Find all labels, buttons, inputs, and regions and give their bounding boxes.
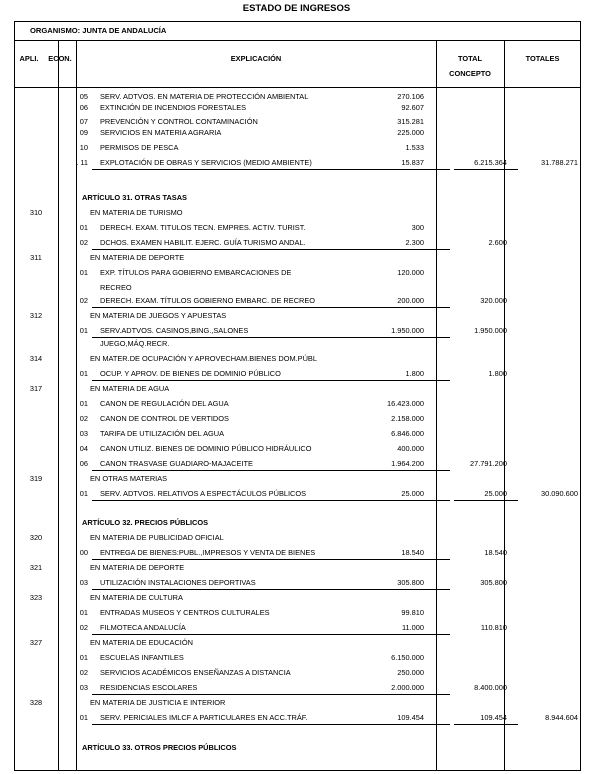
- cell-description: SERV.ADTVOS. CASINOS,BING.,SALONES: [100, 326, 249, 335]
- table-row: [14, 621, 581, 635]
- cell-total-concepto: 110.810: [480, 623, 507, 632]
- cell-amount: 1.964.200: [391, 459, 424, 468]
- cell-econ: . 03: [75, 429, 88, 438]
- cell-description: DERECH. EXAM. TITULOS TECN. EMPRES. ACTIV. TURIST.: [100, 223, 306, 232]
- table-row: [14, 367, 581, 381]
- cell-description: SERV. ADTVOS. EN MATERIA DE PROTECCIÓN AMBIENTAL: [100, 92, 309, 101]
- sum-underline: [368, 380, 450, 381]
- cell-description: CANON DE CONTROL DE VERTIDOS: [100, 414, 229, 423]
- sum-underline: [368, 694, 450, 695]
- cell-amount: 225.000: [397, 128, 424, 137]
- cell-econ: . 02: [75, 238, 88, 247]
- cell-section-title: EN MATER.DE OCUPACIÓN Y APROVECHAM.BIENES DOM.PÚBL: [90, 354, 317, 363]
- cell-amount: 6.846.000: [391, 429, 424, 438]
- cell-econ: . 01: [75, 369, 88, 378]
- cell-description: CANON DE REGULACIÓN DEL AGUA: [100, 399, 229, 408]
- cell-section-title: EN MATERIA DE CULTURA: [90, 593, 183, 602]
- cell-apli: 328: [29, 698, 43, 707]
- cell-econ: . 01: [75, 653, 88, 662]
- cell-econ: . 02: [75, 296, 88, 305]
- cell-econ: . 07: [75, 117, 88, 126]
- sum-underline: [368, 470, 450, 471]
- cell-econ: . 02: [75, 668, 88, 677]
- cell-description: EXPLOTACIÓN DE OBRAS Y SERVICIOS (MEDIO AMBIENTE): [100, 158, 312, 167]
- cell-apli: 314: [29, 354, 43, 363]
- cell-econ: . 09: [75, 128, 88, 137]
- cell-description: PERMISOS DE PESCA: [100, 143, 179, 152]
- cell-article-title: ARTÍCULO 32. PRECIOS PÚBLICOS: [82, 518, 209, 527]
- cell-amount: 92.607: [401, 103, 424, 112]
- table-row: [14, 156, 581, 170]
- cell-amount: 120.000: [397, 268, 424, 277]
- cell-section-title: EN MATERIA DE EDUCACIÓN: [90, 638, 193, 647]
- cell-amount: 315.281: [397, 117, 424, 126]
- header-total-concepto: TOTAL: [458, 54, 482, 63]
- table-row: [14, 711, 581, 725]
- cell-description: PREVENCIÓN Y CONTROL CONTAMINACIÓN: [100, 117, 258, 126]
- cell-description: DCHOS. EXAMEN HABILIT. EJERC. GUÍA TURISMO ANDAL.: [100, 238, 306, 247]
- table-row: [14, 294, 581, 308]
- table-row: [14, 397, 581, 411]
- cell-amount: 16.423.000: [387, 399, 424, 408]
- table-row: [14, 666, 581, 680]
- header-totales: TOTALES: [525, 54, 560, 63]
- header-explicacion: EXPLICACIÓN: [230, 54, 282, 63]
- cell-total-concepto: 6.215.364: [474, 158, 507, 167]
- cell-description: SERV. PERICIALES IMLCF A PARTICULARES EN ACC.TRÁF.: [100, 713, 308, 722]
- cell-section-title: EN MATERIA DE JUSTICIA E INTERIOR: [90, 698, 226, 707]
- cell-section-title: EN MATERIA DE PUBLICIDAD OFICIAL: [90, 533, 224, 542]
- cell-description: SERVICIOS ACADÉMICOS ENSEÑANZAS A DISTANCIA: [100, 668, 291, 677]
- cell-econ: . 10: [75, 143, 88, 152]
- section-heading: [14, 251, 581, 265]
- cell-description: UTILIZACIÓN INSTALACIONES DEPORTIVAS: [100, 578, 256, 587]
- article-heading: [14, 191, 581, 205]
- cell-apli: 327: [29, 638, 43, 647]
- cell-total-concepto: 320.000: [480, 296, 507, 305]
- cell-amount: 15.837: [401, 158, 424, 167]
- cell-econ: . 01: [75, 268, 88, 277]
- cell-section-title: EN MATERIA DE TURISMO: [90, 208, 183, 217]
- cell-amount: 270.106: [397, 92, 424, 101]
- table-row: [14, 412, 581, 426]
- cell-description: RESIDENCIAS ESCOLARES: [100, 683, 198, 692]
- table-row: [14, 266, 581, 280]
- cell-section-title: EN MATERIA DE DEPORTE: [90, 563, 185, 572]
- table-row: [14, 457, 581, 471]
- cell-description: RECREO: [100, 283, 132, 292]
- cell-total-concepto: 27.791.200: [470, 459, 507, 468]
- cell-amount: 11.000: [401, 623, 424, 632]
- section-heading: [14, 206, 581, 220]
- table-row: [14, 324, 581, 338]
- document-title: ESTADO DE INGRESOS: [242, 3, 351, 14]
- sum-underline: [368, 249, 450, 250]
- cell-amount: 305.800: [397, 578, 424, 587]
- cell-description: SERV. ADTVOS. RELATIVOS A ESPECTÁCULOS PÚBLICOS: [100, 489, 307, 498]
- table-row: [14, 427, 581, 441]
- cell-amount: 25.000: [401, 489, 424, 498]
- cell-amount: 300: [411, 223, 424, 232]
- cell-section-title: EN MATERIA DE JUEGOS Y APUESTAS: [90, 311, 227, 320]
- sum-underline: [368, 634, 450, 635]
- cell-description: EXP. TÍTULOS PARA GOBIERNO EMBARCACIONES DE: [100, 268, 292, 277]
- article-heading: [14, 516, 581, 530]
- section-heading: [14, 472, 581, 486]
- cell-description: DERECH. EXAM. TÍTULOS GOBIERNO EMBARC. DE RECREO: [100, 296, 316, 305]
- sum-underline: [368, 724, 450, 725]
- article-heading: [14, 741, 581, 755]
- cell-total-concepto: 1.800: [488, 369, 507, 378]
- sum-underline: [454, 169, 518, 170]
- cell-amount: 18.540: [401, 548, 424, 557]
- cell-total-concepto: 2.600: [488, 238, 507, 247]
- cell-apli: 321: [29, 563, 43, 572]
- table-row: [14, 337, 581, 351]
- table-row: [14, 606, 581, 620]
- header-econ: ECON.: [48, 54, 72, 63]
- cell-econ: . 01: [75, 489, 88, 498]
- cell-total-concepto: 305.800: [480, 578, 507, 587]
- cell-amount: 109.454: [397, 713, 424, 722]
- organismo-label: ORGANISMO: JUNTA DE ANDALUCÍA: [30, 26, 167, 35]
- section-heading: [14, 531, 581, 545]
- cell-article-title: ARTÍCULO 31. OTRAS TASAS: [82, 193, 187, 202]
- table-row: [14, 281, 581, 295]
- section-heading: [14, 636, 581, 650]
- section-heading: [14, 591, 581, 605]
- cell-amount: 1.800: [405, 369, 424, 378]
- cell-econ: . 02: [75, 414, 88, 423]
- table-row: [14, 442, 581, 456]
- table-row: [14, 236, 581, 250]
- cell-amount: 2.158.000: [391, 414, 424, 423]
- sum-underline: [368, 589, 450, 590]
- cell-description: ENTREGA DE BIENES:PUBL.,IMPRESOS Y VENTA DE BIENES: [100, 548, 316, 557]
- cell-description: ENTRADAS MUSEOS Y CENTROS CULTURALES: [100, 608, 270, 617]
- cell-amount: 250.000: [397, 668, 424, 677]
- cell-description: EXTINCIÓN DE INCENDIOS FORESTALES: [100, 103, 247, 112]
- cell-econ: . 04: [75, 444, 88, 453]
- cell-econ: . 01: [75, 326, 88, 335]
- cell-totales: 31.788.271: [541, 158, 578, 167]
- cell-amount: 99.810: [401, 608, 424, 617]
- cell-econ: . 05: [75, 92, 88, 101]
- cell-description: CANON TRASVASE GUADIARO-MAJACEITE: [100, 459, 253, 468]
- cell-description: SERVICIOS EN MATERIA AGRARIA: [100, 128, 222, 137]
- cell-apli: 323: [29, 593, 43, 602]
- cell-apli: 312: [29, 311, 43, 320]
- header-divider: [14, 87, 581, 88]
- section-heading: [14, 561, 581, 575]
- sum-underline: [368, 500, 450, 501]
- cell-amount: 6.150.000: [391, 653, 424, 662]
- cell-apli: 317: [29, 384, 43, 393]
- cell-econ: . 06: [75, 459, 88, 468]
- sum-underline: [368, 559, 450, 560]
- cell-amount: 1.533: [405, 143, 424, 152]
- cell-totales: 30.090.600: [541, 489, 578, 498]
- cell-description: ESCUELAS INFANTILES: [100, 653, 184, 662]
- cell-econ: . 03: [75, 578, 88, 587]
- cell-section-title: EN MATERIA DE DEPORTE: [90, 253, 185, 262]
- cell-totales: 8.944.604: [545, 713, 578, 722]
- cell-total-concepto: 25.000: [484, 489, 507, 498]
- header-total-concepto: CONCEPTO: [449, 69, 491, 78]
- sum-underline: [454, 500, 518, 501]
- cell-total-concepto: 1.950.000: [474, 326, 507, 335]
- cell-description: FILMOTECA ANDALUCÍA: [100, 623, 186, 632]
- cell-econ: . 01: [75, 713, 88, 722]
- table-row: [14, 221, 581, 235]
- table-row: [14, 651, 581, 665]
- header-apli: APLI.: [19, 54, 39, 63]
- cell-apli: 310: [29, 208, 43, 217]
- cell-econ: . 01: [75, 223, 88, 232]
- sum-underline: [368, 307, 450, 308]
- cell-amount: 400.000: [397, 444, 424, 453]
- cell-econ: . 01: [75, 399, 88, 408]
- cell-section-title: EN OTRAS MATERIAS: [90, 474, 168, 483]
- cell-total-concepto: 8.400.000: [474, 683, 507, 692]
- cell-description: CANON UTILIZ. BIENES DE DOMINIO PÚBLICO HIDRÁULICO: [100, 444, 312, 453]
- cell-total-concepto: 109.454: [480, 713, 507, 722]
- cell-amount: 1.950.000: [391, 326, 424, 335]
- cell-econ: . 00: [75, 548, 88, 557]
- table-row: [14, 576, 581, 590]
- cell-description: JUEGO,MÁQ.RECR.: [100, 339, 170, 348]
- cell-amount: 2.300: [405, 238, 424, 247]
- cell-description: OCUP. Y APROV. DE BIENES DE DOMINIO PÚBLICO: [100, 369, 281, 378]
- section-heading: [14, 382, 581, 396]
- cell-total-concepto: 18.540: [484, 548, 507, 557]
- table-row: [14, 141, 581, 155]
- table-row: [14, 681, 581, 695]
- cell-econ: . 01: [75, 608, 88, 617]
- cell-article-title: ARTÍCULO 33. OTROS PRECIOS PÚBLICOS: [82, 743, 237, 752]
- cell-description: TARIFA DE UTILIZACIÓN DEL AGUA: [100, 429, 225, 438]
- cell-apli: 311: [30, 253, 42, 262]
- sum-underline: [368, 169, 450, 170]
- cell-econ: . 11: [76, 158, 88, 167]
- cell-apli: 319: [29, 474, 43, 483]
- cell-amount: 200.000: [397, 296, 424, 305]
- cell-section-title: EN MATERIA DE AGUA: [90, 384, 170, 393]
- sum-underline: [454, 724, 518, 725]
- section-heading: [14, 352, 581, 366]
- section-heading: [14, 696, 581, 710]
- table-row: [14, 126, 581, 140]
- cell-apli: 320: [29, 533, 43, 542]
- table-row: [14, 546, 581, 560]
- cell-econ: . 03: [75, 683, 88, 692]
- table-row: [14, 487, 581, 501]
- table-row: [14, 101, 581, 115]
- organismo-bar: [14, 21, 581, 41]
- section-heading: [14, 309, 581, 323]
- cell-econ: . 02: [75, 623, 88, 632]
- cell-econ: . 06: [75, 103, 88, 112]
- cell-amount: 2.000.000: [391, 683, 424, 692]
